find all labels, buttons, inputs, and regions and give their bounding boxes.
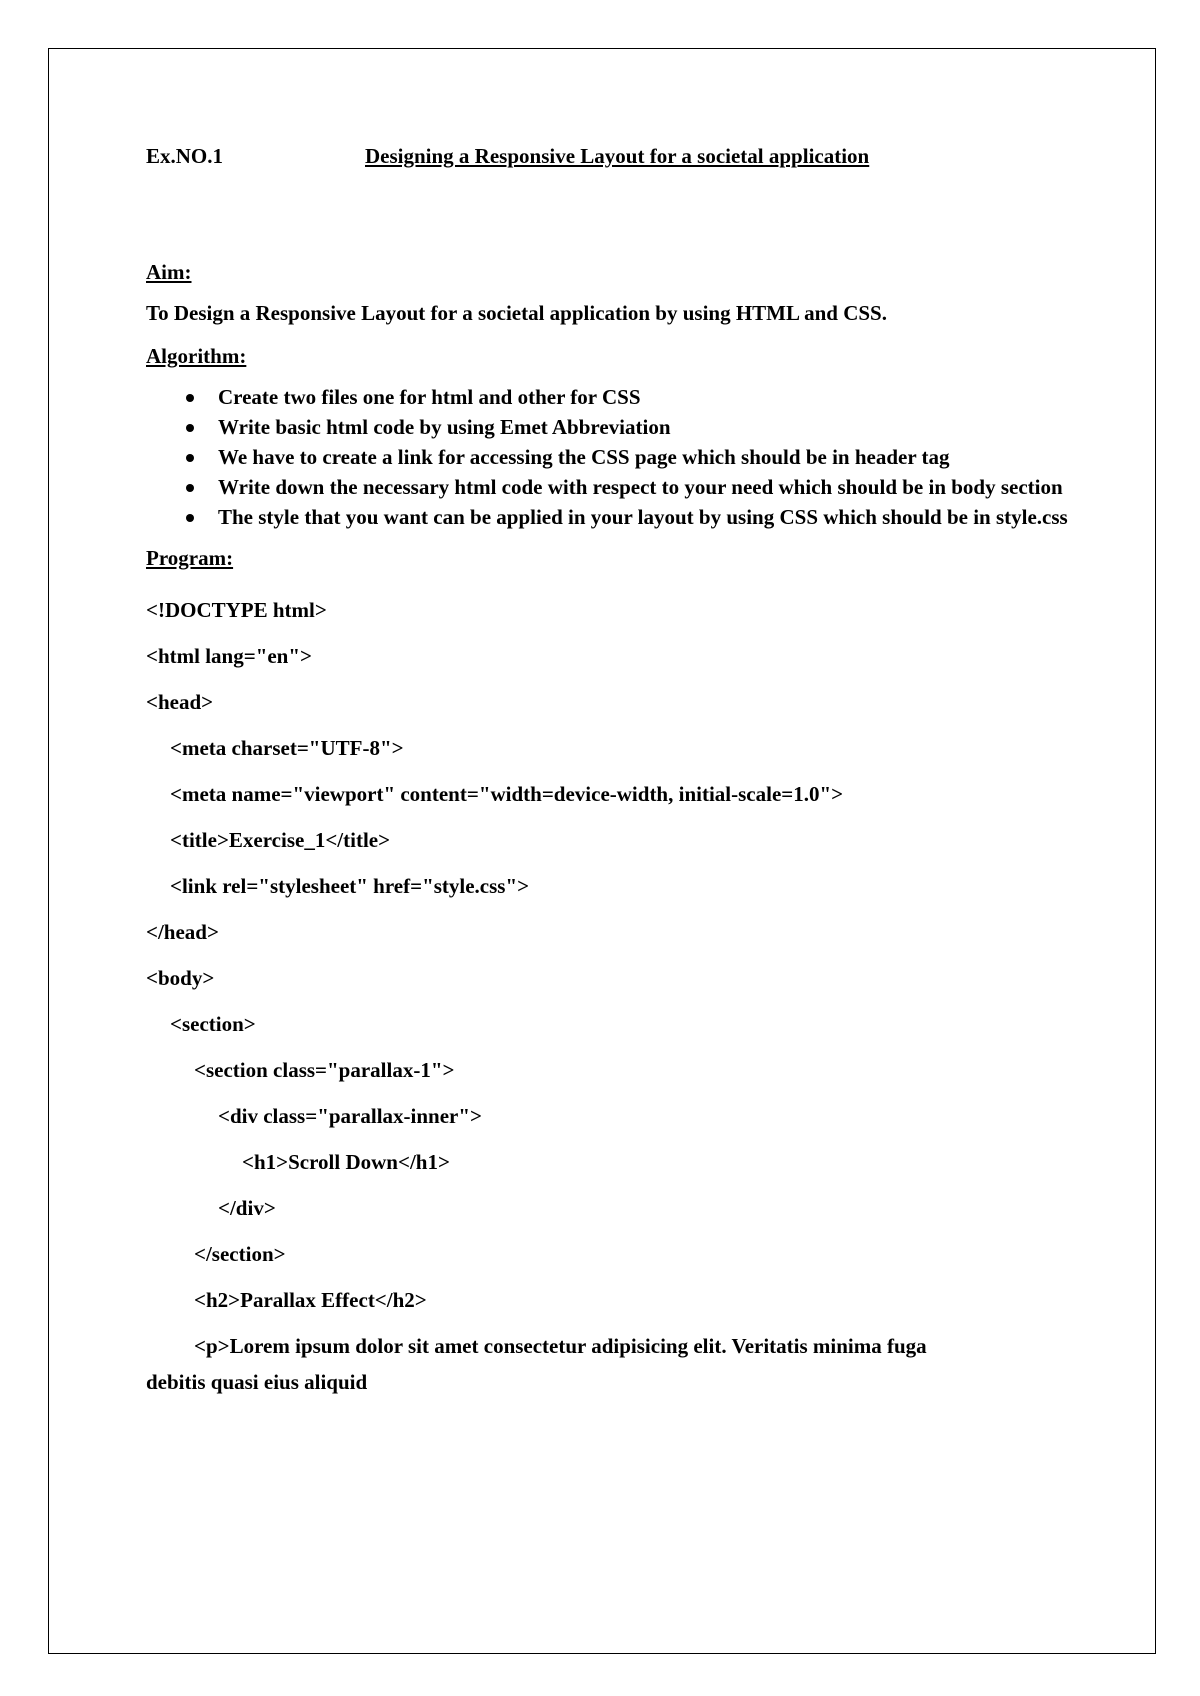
code-line: <html lang="en">	[146, 644, 312, 668]
code-line: <section>	[170, 1012, 256, 1036]
aim-heading: Aim:	[146, 260, 192, 284]
code-line: <title>Exercise_1</title>	[170, 828, 391, 852]
code-line: <meta charset="UTF-8">	[170, 736, 404, 760]
code-line: <meta name="viewport" content="width=device-width, initial-scale=1.0">	[170, 782, 844, 806]
code-line: <div class="parallax-inner">	[218, 1104, 482, 1128]
code-line: </div>	[218, 1196, 276, 1220]
algorithm-step: Write basic html code by using Emet Abbreviation	[218, 412, 1076, 442]
exercise-number: Ex.NO.1	[146, 144, 224, 168]
program-code	[146, 587, 1076, 1395]
algorithm-steps	[146, 382, 1076, 532]
exercise-header	[146, 144, 1076, 174]
code-line: debitis quasi eius aliquid	[146, 1370, 368, 1394]
aim-text: To Design a Responsive Layout for a societal application by using HTML and CSS.	[146, 301, 887, 325]
code-line: <h1>Scroll Down</h1>	[242, 1150, 450, 1174]
code-line: <head>	[146, 690, 214, 714]
algorithm-step: The style that you want can be applied in your layout by using CSS which should be in style.css	[218, 502, 1076, 532]
algorithm-step: Write down the necessary html code with respect to your need which should be in body section	[218, 472, 1076, 502]
code-line: <!DOCTYPE html>	[146, 598, 327, 622]
code-line: <body>	[146, 966, 215, 990]
code-line: </section>	[194, 1242, 286, 1266]
program-heading: Program:	[146, 546, 234, 570]
code-line: <section class="parallax-1">	[194, 1058, 455, 1082]
code-line: <h2>Parallax Effect</h2>	[194, 1288, 427, 1312]
exercise-title: Designing a Responsive Layout for a societal application	[365, 144, 870, 168]
code-line: <p>Lorem ipsum dolor sit amet consectetur adipisicing elit. Veritatis minima fuga	[194, 1334, 927, 1358]
algorithm-step: Create two files one for html and other for CSS	[218, 382, 1076, 412]
document-content	[146, 144, 1076, 1395]
algorithm-step: We have to create a link for accessing the CSS page which should be in header tag	[218, 442, 1076, 472]
code-line: </head>	[146, 920, 219, 944]
code-line: <link rel="stylesheet" href="style.css">	[170, 874, 530, 898]
algorithm-heading: Algorithm:	[146, 344, 247, 368]
